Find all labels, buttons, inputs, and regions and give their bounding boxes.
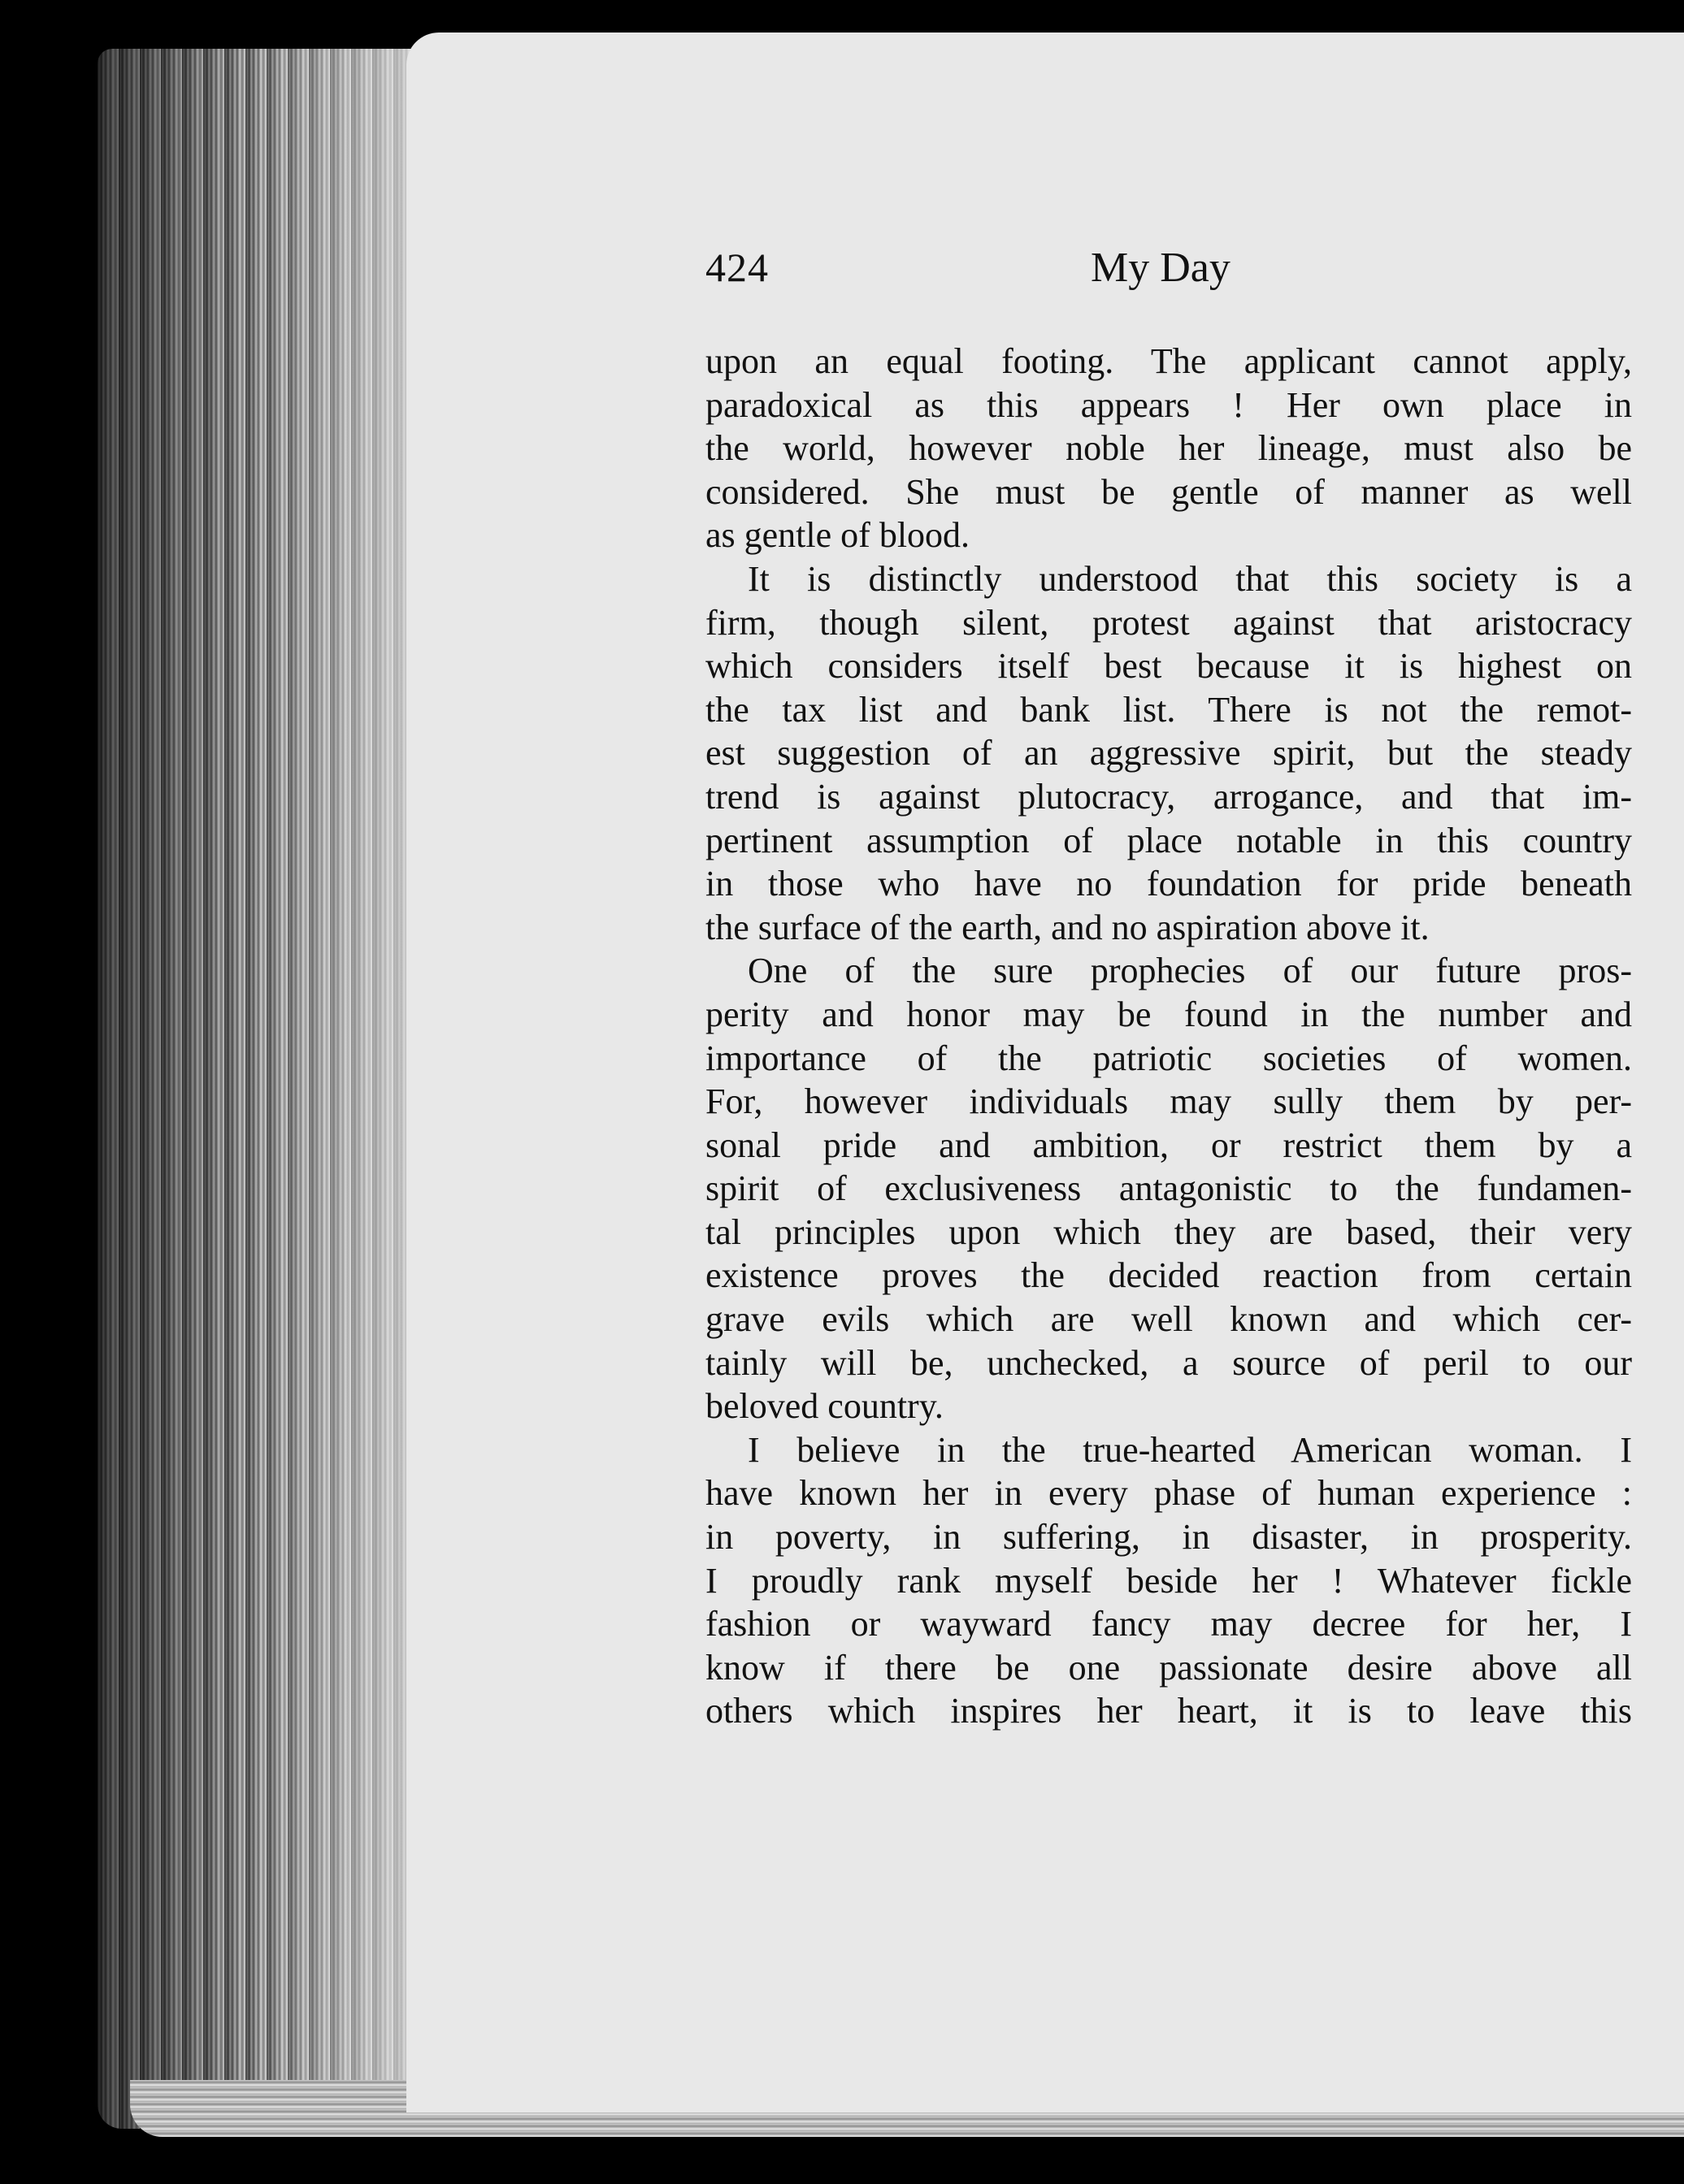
text-line: paradoxical as this appears ! Her own place in	[705, 384, 1632, 425]
text-line: in poverty, in suffering, in disaster, in prosperity.	[705, 1517, 1632, 1558]
page-number: 424	[705, 245, 769, 290]
running-title: My Day	[1091, 245, 1230, 291]
text-line: It is distinctly understood that this society is a	[748, 558, 1632, 599]
text-line: existence proves the decided reaction from certain	[705, 1255, 1632, 1296]
text-line: est suggestion of an aggressive spirit, but the steady	[705, 733, 1632, 774]
text-line: the tax list and bank list. There is not the remot-	[705, 689, 1632, 730]
text-line: trend is against plutocracy, arrogance, and that im-	[705, 776, 1632, 817]
text-line: grave evils which are well known and which cer-	[705, 1299, 1632, 1340]
text-line: as gentle of blood.	[705, 515, 970, 556]
text-line: tal principles upon which they are based, their very	[705, 1211, 1632, 1252]
text-line: others which inspires her heart, it is to leave this	[705, 1691, 1632, 1731]
text-line: firm, though silent, protest against that aristocracy	[705, 602, 1632, 643]
text-line: fashion or wayward fancy may decree for her, I	[705, 1604, 1632, 1644]
text-line: importance of the patriotic societies of women.	[705, 1038, 1632, 1078]
text-line: upon an equal footing. The applicant cannot apply,	[705, 341, 1632, 381]
text-line: I proudly rank myself beside her ! Whatever fickle	[705, 1560, 1632, 1601]
text-line: For, however individuals may sully them by per-	[705, 1081, 1632, 1122]
text-line: perity and honor may be found in the number and	[705, 994, 1632, 1034]
text-line: spirit of exclusiveness antagonistic to the fundamen-	[705, 1168, 1632, 1209]
text-line: considered. She must be gentle of manner as well	[705, 471, 1632, 512]
text-line: tainly will be, unchecked, a source of peril to our	[705, 1342, 1632, 1383]
text-line: One of the sure prophecies of our future pros-	[748, 951, 1632, 991]
text-line: know if there be one passionate desire above all	[705, 1647, 1632, 1688]
text-line: have known her in every phase of human experience :	[705, 1473, 1632, 1514]
text-line: I believe in the true-hearted American woman. I	[748, 1429, 1632, 1470]
text-line: the world, however noble her lineage, must also be	[705, 428, 1632, 469]
page-edges-shading	[98, 49, 439, 2129]
text-line: in those who have no foundation for pride beneath	[705, 864, 1632, 904]
text-line: the surface of the earth, and no aspiration above it.	[705, 907, 1430, 947]
running-head	[705, 244, 1632, 309]
text-line: which considers itself best because it is highest on	[705, 646, 1632, 687]
text-line: sonal pride and ambition, or restrict them by a	[705, 1124, 1632, 1165]
text-line: beloved country.	[705, 1386, 944, 1427]
text-line: pertinent assumption of place notable in this country	[705, 820, 1632, 860]
body-text	[705, 340, 1632, 1733]
